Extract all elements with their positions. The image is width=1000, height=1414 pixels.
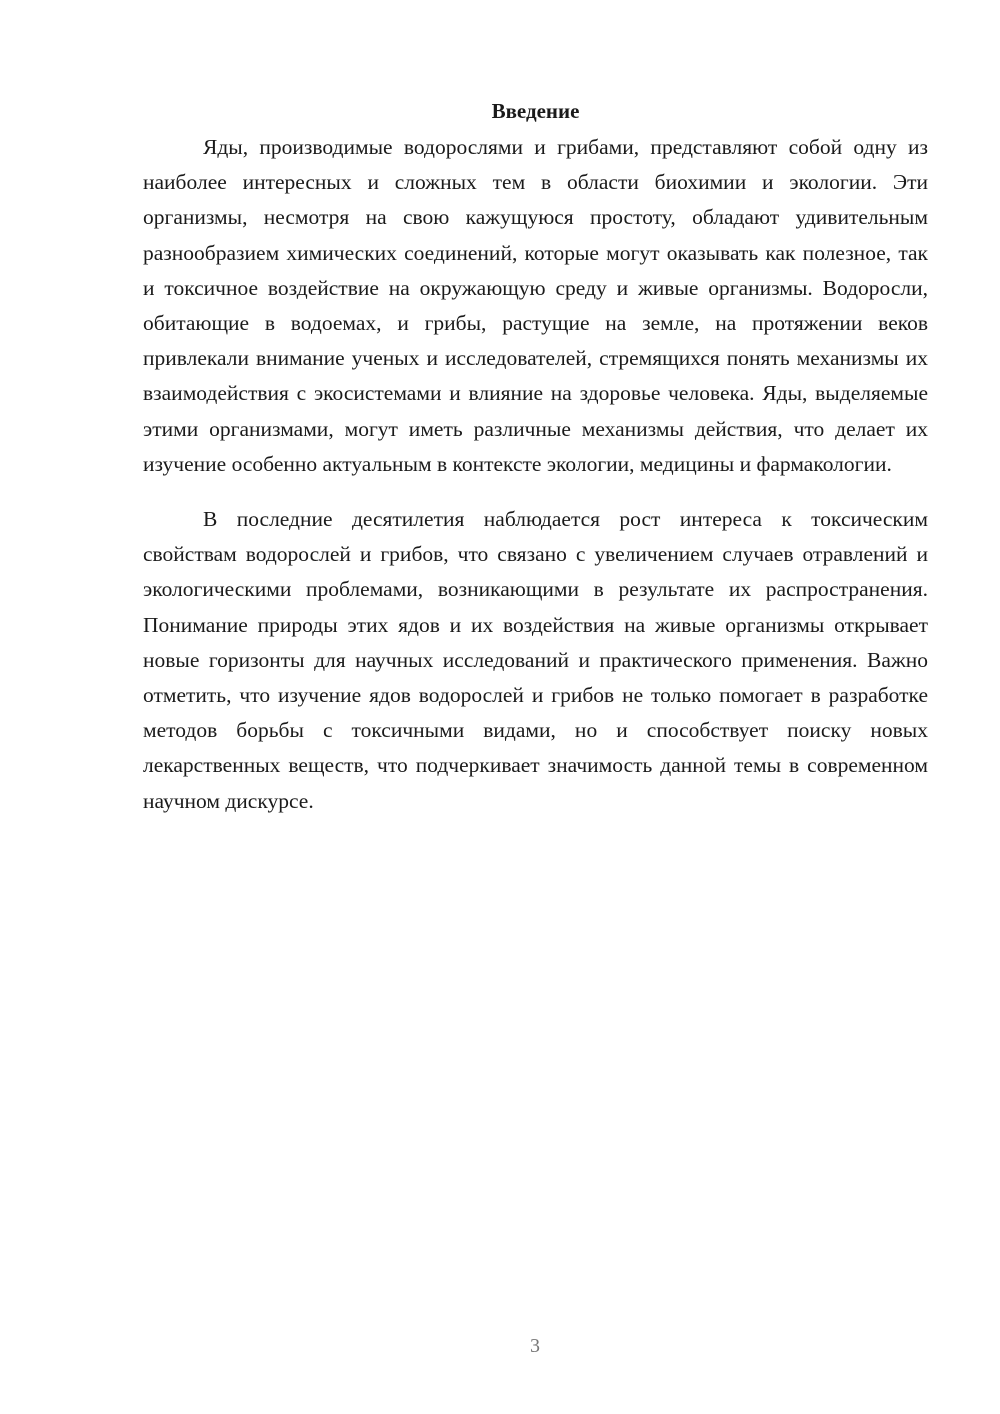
page-body xyxy=(143,96,928,819)
section-heading: Введение xyxy=(491,99,580,123)
page-number: 3 xyxy=(530,1335,540,1357)
paragraph-2: В последние десятилетия наблюдается рост интереса к токсическим свойствам водорослей и грибов, что связано с увеличением случаев отравлений и экологическими проблемами, возникающими в результате их распространения. Понимание природы этих ядов и их воздействия на живые организмы открывает новые горизонты для научных исследований и практического применения. Важно отметить, что изучение ядов водорослей и грибов не только помогает в разработке методов борьбы с токсичными видами, но и способствует поиску новых лекарственных веществ, что подчеркивает значимость данной темы в современном научном дискурсе. xyxy=(143,507,928,813)
paragraph-1: Яды, производимые водорослями и грибами, представляют собой одну из наиболее интересных и сложных тем в области биохимии и экологии. Эти организмы, несмотря на свою кажущуюся простоту, обладают удивительным разнообразием химических соединений, которые могут оказывать как полезное, так и токсичное воздействие на окружающую среду и живые организмы. Водоросли, обитающие в водоемах, и грибы, растущие на земле, на протяжении веков привлекали внимание ученых и исследователей, стремящихся понять механизмы их взаимодействия с экосистемами и влияние на здоровье человека. Яды, выделяемые этими организмами, могут иметь различные механизмы действия, что делает их изучение особенно актуальным в контексте экологии, медицины и фармакологии. xyxy=(143,135,928,476)
